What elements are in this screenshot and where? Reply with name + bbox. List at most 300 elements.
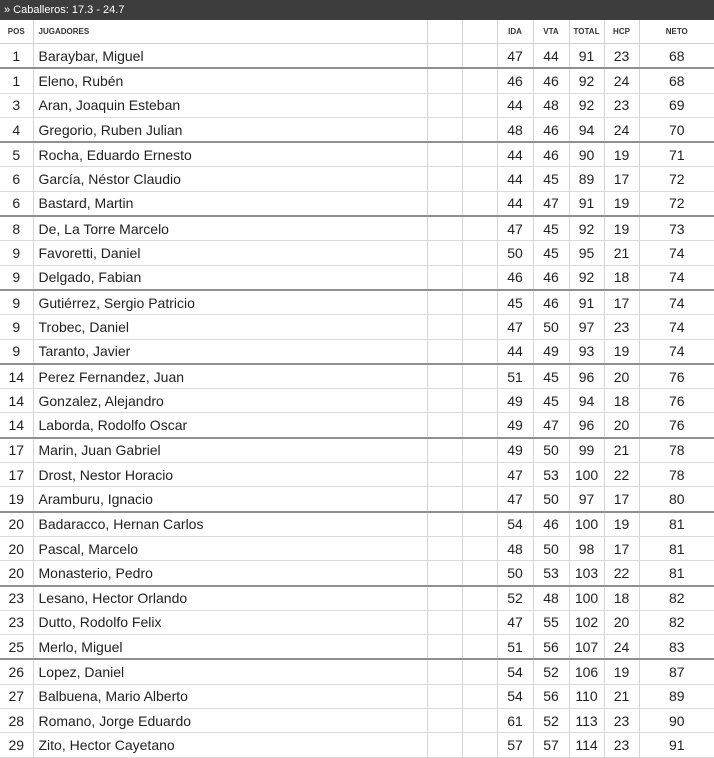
cell-pos: 3 [0, 93, 33, 117]
cell-total: 92 [569, 265, 604, 290]
cell-ida: 47 [497, 44, 533, 69]
cell-player-name: Bastard, Martin [33, 191, 427, 216]
cell-blank-1 [427, 733, 462, 757]
cell-hcp: 24 [604, 68, 639, 93]
cell-total: 92 [569, 68, 604, 93]
cell-player-name: Trobec, Daniel [33, 315, 427, 339]
cell-blank-1 [427, 561, 462, 586]
cell-pos: 14 [0, 389, 33, 413]
cell-hcp: 23 [604, 709, 639, 733]
cell-pos: 28 [0, 709, 33, 733]
cell-total: 92 [569, 93, 604, 117]
cell-blank-2 [462, 167, 497, 191]
cell-player-name: Favoretti, Daniel [33, 241, 427, 265]
cell-ida: 52 [497, 586, 533, 611]
cell-blank-1 [427, 93, 462, 117]
cell-neto: 90 [639, 709, 714, 733]
cell-vta: 47 [533, 413, 569, 438]
cell-hcp: 23 [604, 315, 639, 339]
cell-total: 96 [569, 364, 604, 389]
cell-vta: 45 [533, 167, 569, 191]
cell-neto: 68 [639, 68, 714, 93]
cell-neto: 80 [639, 487, 714, 512]
cell-ida: 47 [497, 216, 533, 241]
table-row [0, 265, 714, 290]
cell-total: 100 [569, 586, 604, 611]
header-blank-2 [462, 20, 497, 44]
cell-total: 96 [569, 413, 604, 438]
cell-hcp: 23 [604, 93, 639, 117]
cell-neto: 71 [639, 142, 714, 167]
cell-blank-1 [427, 684, 462, 708]
cell-vta: 46 [533, 265, 569, 290]
cell-neto: 70 [639, 117, 714, 142]
cell-player-name: De, La Torre Marcelo [33, 216, 427, 241]
category-title-bar: » Caballeros: 17.3 - 24.7 [0, 0, 714, 20]
cell-pos: 4 [0, 117, 33, 142]
cell-hcp: 19 [604, 216, 639, 241]
header-neto: NETO [639, 20, 714, 44]
cell-neto: 87 [639, 659, 714, 684]
cell-hcp: 18 [604, 265, 639, 290]
cell-total: 92 [569, 216, 604, 241]
cell-blank-2 [462, 561, 497, 586]
cell-blank-2 [462, 733, 497, 757]
cell-blank-2 [462, 339, 497, 364]
cell-total: 113 [569, 709, 604, 733]
cell-blank-1 [427, 265, 462, 290]
cell-vta: 49 [533, 339, 569, 364]
cell-hcp: 17 [604, 536, 639, 560]
cell-blank-1 [427, 290, 462, 315]
cell-pos: 9 [0, 339, 33, 364]
cell-player-name: Balbuena, Mario Alberto [33, 684, 427, 708]
cell-blank-1 [427, 191, 462, 216]
cell-player-name: Gutiérrez, Sergio Patricio [33, 290, 427, 315]
table-row [0, 659, 714, 684]
cell-blank-1 [427, 68, 462, 93]
cell-ida: 61 [497, 709, 533, 733]
cell-hcp: 21 [604, 684, 639, 708]
cell-ida: 44 [497, 142, 533, 167]
table-row [0, 117, 714, 142]
cell-blank-2 [462, 487, 497, 512]
cell-vta: 50 [533, 487, 569, 512]
cell-hcp: 18 [604, 586, 639, 611]
cell-hcp: 20 [604, 413, 639, 438]
cell-hcp: 23 [604, 733, 639, 757]
cell-vta: 53 [533, 463, 569, 487]
cell-neto: 78 [639, 438, 714, 463]
cell-hcp: 17 [604, 290, 639, 315]
cell-blank-2 [462, 438, 497, 463]
cell-player-name: Romano, Jorge Eduardo [33, 709, 427, 733]
cell-hcp: 19 [604, 191, 639, 216]
table-row [0, 339, 714, 364]
table-row [0, 315, 714, 339]
cell-player-name: García, Néstor Claudio [33, 167, 427, 191]
cell-player-name: Baraybar, Miguel [33, 44, 427, 69]
cell-neto: 74 [639, 290, 714, 315]
cell-pos: 26 [0, 659, 33, 684]
cell-total: 100 [569, 512, 604, 537]
cell-total: 100 [569, 463, 604, 487]
cell-hcp: 21 [604, 241, 639, 265]
cell-ida: 49 [497, 438, 533, 463]
cell-vta: 46 [533, 117, 569, 142]
cell-player-name: Merlo, Miguel [33, 635, 427, 660]
cell-pos: 14 [0, 413, 33, 438]
cell-ida: 44 [497, 339, 533, 364]
cell-blank-1 [427, 438, 462, 463]
cell-pos: 20 [0, 536, 33, 560]
cell-blank-2 [462, 684, 497, 708]
cell-blank-2 [462, 93, 497, 117]
cell-pos: 14 [0, 364, 33, 389]
cell-blank-1 [427, 635, 462, 660]
table-row [0, 438, 714, 463]
cell-blank-1 [427, 339, 462, 364]
table-row [0, 487, 714, 512]
table-row [0, 93, 714, 117]
cell-ida: 47 [497, 463, 533, 487]
cell-ida: 44 [497, 167, 533, 191]
cell-vta: 46 [533, 512, 569, 537]
cell-total: 89 [569, 167, 604, 191]
cell-vta: 50 [533, 438, 569, 463]
cell-player-name: Perez Fernandez, Juan [33, 364, 427, 389]
cell-neto: 78 [639, 463, 714, 487]
header-jugadores: JUGADORES [33, 20, 427, 44]
cell-player-name: Monasterio, Pedro [33, 561, 427, 586]
cell-total: 99 [569, 438, 604, 463]
table-header-row [0, 20, 714, 44]
cell-vta: 48 [533, 586, 569, 611]
cell-blank-2 [462, 389, 497, 413]
cell-blank-1 [427, 364, 462, 389]
cell-player-name: Gonzalez, Alejandro [33, 389, 427, 413]
cell-blank-1 [427, 389, 462, 413]
cell-blank-1 [427, 44, 462, 69]
cell-neto: 76 [639, 364, 714, 389]
cell-ida: 46 [497, 68, 533, 93]
table-row [0, 463, 714, 487]
cell-total: 90 [569, 142, 604, 167]
cell-hcp: 19 [604, 512, 639, 537]
cell-blank-2 [462, 463, 497, 487]
cell-neto: 81 [639, 561, 714, 586]
table-row [0, 709, 714, 733]
cell-player-name: Marin, Juan Gabriel [33, 438, 427, 463]
cell-vta: 52 [533, 659, 569, 684]
cell-total: 94 [569, 117, 604, 142]
cell-pos: 23 [0, 610, 33, 634]
cell-vta: 55 [533, 610, 569, 634]
cell-blank-2 [462, 536, 497, 560]
header-total: TOTAL [569, 20, 604, 44]
cell-player-name: Zito, Hector Cayetano [33, 733, 427, 757]
cell-neto: 82 [639, 586, 714, 611]
table-row [0, 733, 714, 757]
cell-blank-2 [462, 241, 497, 265]
cell-ida: 57 [497, 733, 533, 757]
cell-vta: 45 [533, 241, 569, 265]
cell-hcp: 19 [604, 339, 639, 364]
cell-neto: 72 [639, 191, 714, 216]
cell-blank-1 [427, 315, 462, 339]
table-row [0, 389, 714, 413]
header-hcp: HCP [604, 20, 639, 44]
table-row [0, 68, 714, 93]
header-pos: POS [0, 20, 33, 44]
cell-neto: 89 [639, 684, 714, 708]
cell-blank-2 [462, 315, 497, 339]
cell-blank-1 [427, 659, 462, 684]
cell-blank-2 [462, 659, 497, 684]
cell-ida: 51 [497, 635, 533, 660]
cell-player-name: Rocha, Eduardo Ernesto [33, 142, 427, 167]
cell-ida: 54 [497, 512, 533, 537]
cell-neto: 74 [639, 265, 714, 290]
cell-ida: 44 [497, 191, 533, 216]
table-row [0, 290, 714, 315]
cell-vta: 46 [533, 68, 569, 93]
cell-blank-2 [462, 635, 497, 660]
cell-hcp: 24 [604, 635, 639, 660]
cell-player-name: Drost, Nestor Horacio [33, 463, 427, 487]
cell-blank-1 [427, 216, 462, 241]
cell-vta: 48 [533, 93, 569, 117]
cell-vta: 53 [533, 561, 569, 586]
cell-player-name: Lesano, Hector Orlando [33, 586, 427, 611]
cell-vta: 57 [533, 733, 569, 757]
cell-pos: 9 [0, 290, 33, 315]
cell-neto: 83 [639, 635, 714, 660]
cell-total: 98 [569, 536, 604, 560]
cell-ida: 46 [497, 265, 533, 290]
cell-total: 91 [569, 290, 604, 315]
cell-total: 91 [569, 44, 604, 69]
cell-total: 110 [569, 684, 604, 708]
cell-player-name: Gregorio, Ruben Julian [33, 117, 427, 142]
cell-blank-1 [427, 142, 462, 167]
cell-neto: 74 [639, 241, 714, 265]
cell-vta: 56 [533, 684, 569, 708]
cell-neto: 68 [639, 44, 714, 69]
header-blank-1 [427, 20, 462, 44]
cell-pos: 1 [0, 68, 33, 93]
cell-blank-1 [427, 117, 462, 142]
cell-blank-2 [462, 364, 497, 389]
cell-neto: 81 [639, 512, 714, 537]
cell-vta: 46 [533, 290, 569, 315]
cell-hcp: 17 [604, 487, 639, 512]
cell-neto: 76 [639, 389, 714, 413]
cell-ida: 54 [497, 684, 533, 708]
cell-pos: 9 [0, 265, 33, 290]
cell-blank-2 [462, 44, 497, 69]
cell-pos: 5 [0, 142, 33, 167]
cell-neto: 81 [639, 536, 714, 560]
cell-blank-1 [427, 586, 462, 611]
cell-player-name: Lopez, Daniel [33, 659, 427, 684]
cell-total: 94 [569, 389, 604, 413]
cell-total: 107 [569, 635, 604, 660]
cell-player-name: Eleno, Rubén [33, 68, 427, 93]
cell-blank-1 [427, 413, 462, 438]
cell-neto: 73 [639, 216, 714, 241]
cell-vta: 56 [533, 635, 569, 660]
cell-vta: 44 [533, 44, 569, 69]
cell-pos: 17 [0, 438, 33, 463]
cell-ida: 44 [497, 93, 533, 117]
cell-ida: 45 [497, 290, 533, 315]
cell-ida: 49 [497, 413, 533, 438]
table-row [0, 216, 714, 241]
cell-player-name: Aran, Joaquin Esteban [33, 93, 427, 117]
cell-neto: 76 [639, 413, 714, 438]
cell-ida: 51 [497, 364, 533, 389]
table-row [0, 610, 714, 634]
cell-player-name: Badaracco, Hernan Carlos [33, 512, 427, 537]
cell-neto: 82 [639, 610, 714, 634]
table-row [0, 191, 714, 216]
cell-blank-1 [427, 241, 462, 265]
cell-ida: 54 [497, 659, 533, 684]
cell-player-name: Taranto, Javier [33, 339, 427, 364]
cell-player-name: Aramburu, Ignacio [33, 487, 427, 512]
table-row [0, 635, 714, 660]
cell-blank-2 [462, 142, 497, 167]
cell-ida: 50 [497, 241, 533, 265]
table-row [0, 364, 714, 389]
table-row [0, 167, 714, 191]
cell-vta: 46 [533, 142, 569, 167]
table-row [0, 241, 714, 265]
cell-blank-1 [427, 512, 462, 537]
cell-total: 97 [569, 487, 604, 512]
cell-total: 106 [569, 659, 604, 684]
cell-pos: 9 [0, 315, 33, 339]
cell-blank-2 [462, 586, 497, 611]
table-row [0, 413, 714, 438]
cell-ida: 50 [497, 561, 533, 586]
results-table [0, 20, 714, 758]
cell-pos: 25 [0, 635, 33, 660]
cell-ida: 47 [497, 487, 533, 512]
cell-vta: 50 [533, 536, 569, 560]
cell-vta: 50 [533, 315, 569, 339]
cell-player-name: Pascal, Marcelo [33, 536, 427, 560]
cell-blank-2 [462, 216, 497, 241]
cell-vta: 47 [533, 191, 569, 216]
header-vta: VTA [533, 20, 569, 44]
cell-vta: 45 [533, 389, 569, 413]
cell-pos: 17 [0, 463, 33, 487]
cell-pos: 6 [0, 191, 33, 216]
cell-blank-2 [462, 68, 497, 93]
cell-pos: 6 [0, 167, 33, 191]
cell-pos: 9 [0, 241, 33, 265]
cell-hcp: 22 [604, 463, 639, 487]
table-row [0, 512, 714, 537]
cell-pos: 23 [0, 586, 33, 611]
table-row [0, 44, 714, 69]
cell-hcp: 22 [604, 561, 639, 586]
cell-hcp: 17 [604, 167, 639, 191]
cell-blank-1 [427, 709, 462, 733]
table-row [0, 536, 714, 560]
cell-blank-2 [462, 709, 497, 733]
cell-total: 93 [569, 339, 604, 364]
cell-ida: 47 [497, 610, 533, 634]
cell-ida: 49 [497, 389, 533, 413]
cell-total: 91 [569, 191, 604, 216]
cell-total: 103 [569, 561, 604, 586]
cell-pos: 29 [0, 733, 33, 757]
table-row [0, 586, 714, 611]
cell-blank-1 [427, 536, 462, 560]
cell-neto: 74 [639, 339, 714, 364]
cell-blank-2 [462, 265, 497, 290]
cell-blank-1 [427, 463, 462, 487]
cell-neto: 69 [639, 93, 714, 117]
cell-blank-1 [427, 167, 462, 191]
cell-pos: 19 [0, 487, 33, 512]
cell-pos: 8 [0, 216, 33, 241]
cell-vta: 52 [533, 709, 569, 733]
cell-neto: 74 [639, 315, 714, 339]
cell-total: 102 [569, 610, 604, 634]
cell-hcp: 21 [604, 438, 639, 463]
cell-ida: 47 [497, 315, 533, 339]
cell-pos: 20 [0, 512, 33, 537]
cell-blank-1 [427, 487, 462, 512]
cell-blank-2 [462, 413, 497, 438]
cell-blank-2 [462, 610, 497, 634]
table-row [0, 684, 714, 708]
cell-pos: 1 [0, 44, 33, 69]
cell-blank-2 [462, 117, 497, 142]
cell-player-name: Laborda, Rodolfo Oscar [33, 413, 427, 438]
cell-vta: 45 [533, 216, 569, 241]
cell-total: 114 [569, 733, 604, 757]
cell-neto: 72 [639, 167, 714, 191]
cell-player-name: Dutto, Rodolfo Felix [33, 610, 427, 634]
cell-total: 95 [569, 241, 604, 265]
cell-hcp: 20 [604, 364, 639, 389]
cell-hcp: 23 [604, 44, 639, 69]
table-row [0, 561, 714, 586]
cell-ida: 48 [497, 536, 533, 560]
table-row [0, 142, 714, 167]
cell-ida: 48 [497, 117, 533, 142]
cell-player-name: Delgado, Fabian [33, 265, 427, 290]
cell-neto: 91 [639, 733, 714, 757]
cell-pos: 27 [0, 684, 33, 708]
cell-total: 97 [569, 315, 604, 339]
cell-hcp: 19 [604, 142, 639, 167]
cell-hcp: 18 [604, 389, 639, 413]
cell-hcp: 19 [604, 659, 639, 684]
cell-blank-2 [462, 512, 497, 537]
cell-blank-1 [427, 610, 462, 634]
cell-hcp: 24 [604, 117, 639, 142]
header-ida: IDA [497, 20, 533, 44]
cell-blank-2 [462, 290, 497, 315]
cell-pos: 20 [0, 561, 33, 586]
cell-vta: 45 [533, 364, 569, 389]
